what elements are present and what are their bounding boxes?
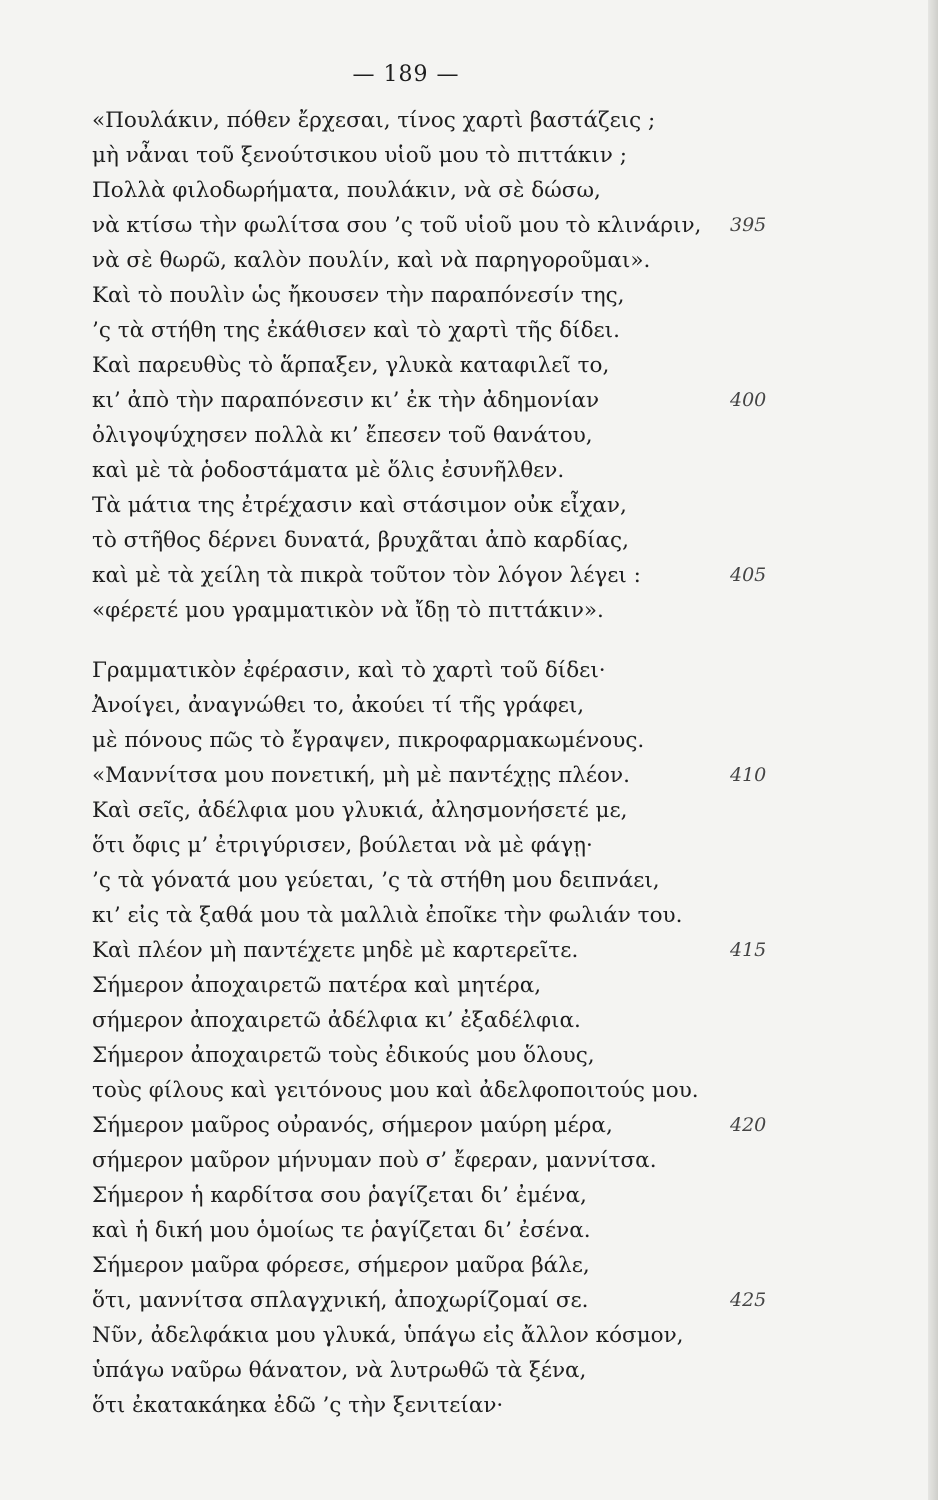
verse-line: Ἀνοίγει, ἀναγνώθει το, ἀκούει τί τῆς γράφει, (92, 693, 585, 718)
verse-line: τὸ στῆθος δέρνει δυνατά, βρυχᾶται ἀπὸ καρδίας, (92, 528, 629, 553)
verse-line: ὅτι, μαννίτσα σπλαγχνική, ἀποχωρίζομαί σε. (92, 1288, 589, 1313)
verse-line: κι’ εἰς τὰ ξαθά μου τὰ μαλλιὰ ἐποῖκε τὴν φωλιάν του. (92, 903, 683, 928)
verse-line: Καὶ τὸ πουλὶν ὡς ἤκουσεν τὴν παραπόνεσίν της, (92, 283, 625, 308)
verse-line: Σήμερον μαῦρα φόρεσε, σήμερον μαῦρα βάλε, (92, 1253, 590, 1278)
verse-line: κι’ ἀπὸ τὴν παραπόνεσιν κι’ ἐκ τὴν ἀδημονίαν (92, 388, 600, 413)
verse-line: Γραμματικὸν ἐφέρασιν, καὶ τὸ χαρτὶ τοῦ δίδει· (92, 658, 606, 683)
verse-line: σήμερον ἀποχαιρετῶ ἀδέλφια κι’ ἐξαδέλφια. (92, 1008, 581, 1033)
page-edge (928, 0, 938, 1500)
verse-line: Σήμερον ἡ καρδίτσα σου ῥαγίζεται δι’ ἐμένα, (92, 1183, 587, 1208)
verse-line: «φέρετέ μου γραμματικὸν νὰ ἴδῃ τὸ πιττάκιν». (92, 598, 604, 623)
line-number: 425 (730, 1289, 767, 1311)
verse-line: σήμερον μαῦρον μήνυμαν ποὺ σ’ ἔφεραν, μαννίτσα. (92, 1148, 657, 1173)
verse-line: καὶ ἡ δική μου ὁμοίως τε ῥαγίζεται δι’ ἐσένα. (92, 1218, 591, 1243)
verse-line: ’ς τὰ στήθη της ἐκάθισεν καὶ τὸ χαρτὶ τῆς δίδει. (92, 318, 620, 343)
verse-line: ὅτι ὄφις μ’ ἐτριγύρισεν, βούλεται νὰ μὲ φάγῃ· (92, 833, 593, 858)
verse-line: Πολλὰ φιλοδωρήματα, πουλάκιν, νὰ σὲ δώσω, (92, 178, 601, 203)
page-number: — 189 — (352, 62, 460, 87)
verse-line: καὶ μὲ τὰ χείλη τὰ πικρὰ τοῦτον τὸν λόγον λέγει : (92, 563, 641, 588)
line-number: 395 (730, 214, 767, 236)
verse-line: τοὺς φίλους καὶ γειτόνους μου καὶ ἀδελφοποιτούς μου. (92, 1078, 699, 1103)
verse-line: ὀλιγοψύχησεν πολλὰ κι’ ἔπεσεν τοῦ θανάτου, (92, 423, 593, 448)
verse-line: Νῦν, ἀδελφάκια μου γλυκά, ὑπάγω εἰς ἄλλον κόσμον, (92, 1323, 684, 1348)
line-number: 405 (730, 564, 767, 586)
verse-line: ὅτι ἐκατακάηκα ἐδῶ ’ς τὴν ξενιτείαν· (92, 1393, 504, 1418)
verse-line: «Μαννίτσα μου πονετική, μὴ μὲ παντέχῃς πλέον. (92, 763, 630, 788)
verse-line: ὑπάγω ναῦρω θάνατον, νὰ λυτρωθῶ τὰ ξένα, (92, 1358, 587, 1383)
verse-line: Σήμερον ἀποχαιρετῶ πατέρα καὶ μητέρα, (92, 973, 542, 998)
verse-line: καὶ μὲ τὰ ῥοδοστάματα μὲ ὅλις ἐσυνῆλθεν. (92, 458, 565, 483)
line-number: 410 (730, 764, 767, 786)
verse-line: Σήμερον ἀποχαιρετῶ τοὺς ἐδικούς μου ὅλους, (92, 1043, 595, 1068)
line-number: 420 (730, 1114, 767, 1136)
verse-line: μὴ νἆναι τοῦ ξενούτσικου υἱοῦ μου τὸ πιττάκιν ; (92, 143, 627, 168)
verse-line: ’ς τὰ γόνατά μου γεύεται, ’ς τὰ στήθη μου δειπνάει, (92, 868, 660, 893)
verse-line: νὰ κτίσω τὴν φωλίτσα σου ’ς τοῦ υἱοῦ μου τὸ κλινάριν, (92, 213, 702, 238)
line-number: 415 (730, 939, 767, 961)
verse-line: «Πουλάκιν, πόθεν ἔρχεσαι, τίνος χαρτὶ βαστάζεις ; (92, 108, 656, 133)
line-number: 400 (730, 389, 767, 411)
verse-line: Καὶ παρευθὺς τὸ ἅρπαξεν, γλυκὰ καταφιλεῖ το, (92, 353, 610, 378)
verse-line: νὰ σὲ θωρῶ, καλὸν πουλίν, καὶ νὰ παρηγοροῦμαι». (92, 248, 651, 273)
verse-line: Καὶ πλέον μὴ παντέχετε μηδὲ μὲ καρτερεῖτε. (92, 938, 579, 963)
verse-line: Καὶ σεῖς, ἀδέλφια μου γλυκιά, ἀλησμονήσετέ με, (92, 798, 628, 823)
verse-line: Σήμερον μαῦρος οὐρανός, σήμερον μαύρη μέρα, (92, 1113, 613, 1138)
verse-line: μὲ πόνους πῶς τὸ ἔγραψεν, πικροφαρμακωμένους. (92, 728, 645, 753)
verse-line: Τὰ μάτια της ἐτρέχασιν καὶ στάσιμον οὐκ εἶχαν, (92, 493, 627, 518)
